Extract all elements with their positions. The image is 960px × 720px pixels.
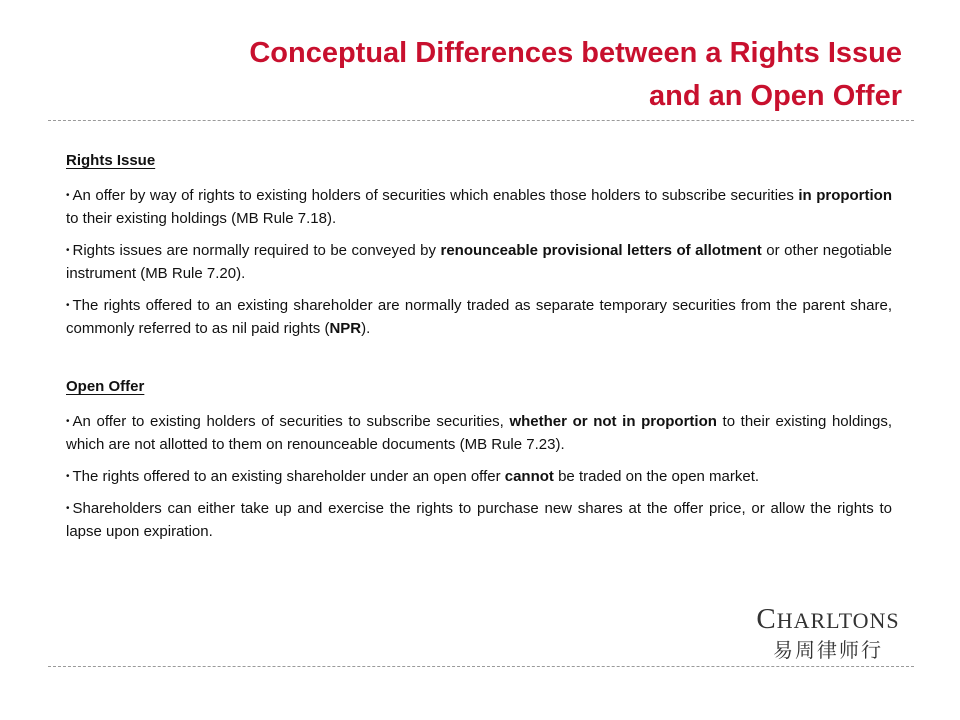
charltons-logo [748,603,908,663]
bullet-text: The rights offered to an existing shareholder are normally traded as separate temporary securities from the parent share, commonly referred to as nil paid rights ( [66,297,892,337]
logo-chinese: 易周律师行 [773,638,883,662]
rights-issue-bullet-2 [66,239,892,285]
bullet-icon: • [66,245,70,256]
bullet-emphasis: renounceable provisional letters of allotment [440,242,762,259]
bullet-emphasis: NPR [329,320,362,337]
open-offer-heading: Open Offer [66,378,145,395]
bullet-icon: • [66,503,70,514]
bullet-text: to their existing holdings, which are not allotted to them on renounceable documents (MB Rule 7.23). [66,413,892,453]
rights-issue-heading: Rights Issue [66,152,156,169]
bullet-text: The rights offered to an existing shareholder under an open offer [72,468,505,485]
logo-english [748,603,908,637]
slide-content [66,151,892,552]
open-offer-bullet-3 [66,497,892,543]
bullet-text: An offer by way of rights to existing holders of securities which enables those holders to subscribe securities [72,187,799,204]
bullet-text: be traded on the open market. [553,468,760,485]
bullet-text: Rights issues are normally required to be conveyed by [72,242,441,259]
bottom-divider [48,666,914,667]
bullet-emphasis: in proportion [798,187,893,204]
bullet-text: or other negotiable instrument (MB Rule 7.20). [66,242,892,282]
top-divider [48,120,914,121]
bullet-emphasis: cannot [504,468,554,485]
rights-issue-bullet-1 [66,184,892,230]
slide-title [102,32,902,118]
bullet-text: to their existing holdings (MB Rule 7.18). [66,210,337,227]
logo-rest: HARLTONS [776,608,900,633]
bullet-text: ). [361,320,371,337]
bullet-icon: • [66,416,70,427]
open-offer-section [66,377,892,543]
bullet-text: Shareholders can either take up and exercise the rights to purchase new shares at the offer price, or allow the rights to lapse upon expiration. [66,500,892,540]
bullet-icon: • [66,471,70,482]
section-spacer [66,349,892,377]
bullet-text: An offer to existing holders of securities to subscribe securities, [72,413,510,430]
open-offer-bullet-1 [66,410,892,456]
rights-issue-bullet-3 [66,294,892,340]
open-offer-bullet-2 [66,465,892,488]
rights-issue-section [66,151,892,340]
slide-title-line-2: and an Open Offer [649,80,902,112]
slide-title-line-1: Conceptual Differences between a Rights Issue [249,37,902,69]
bullet-icon: • [66,300,70,311]
bullet-icon: • [66,190,70,201]
bullet-emphasis: whether or not in proportion [509,413,717,430]
logo-initial: C [756,603,777,635]
